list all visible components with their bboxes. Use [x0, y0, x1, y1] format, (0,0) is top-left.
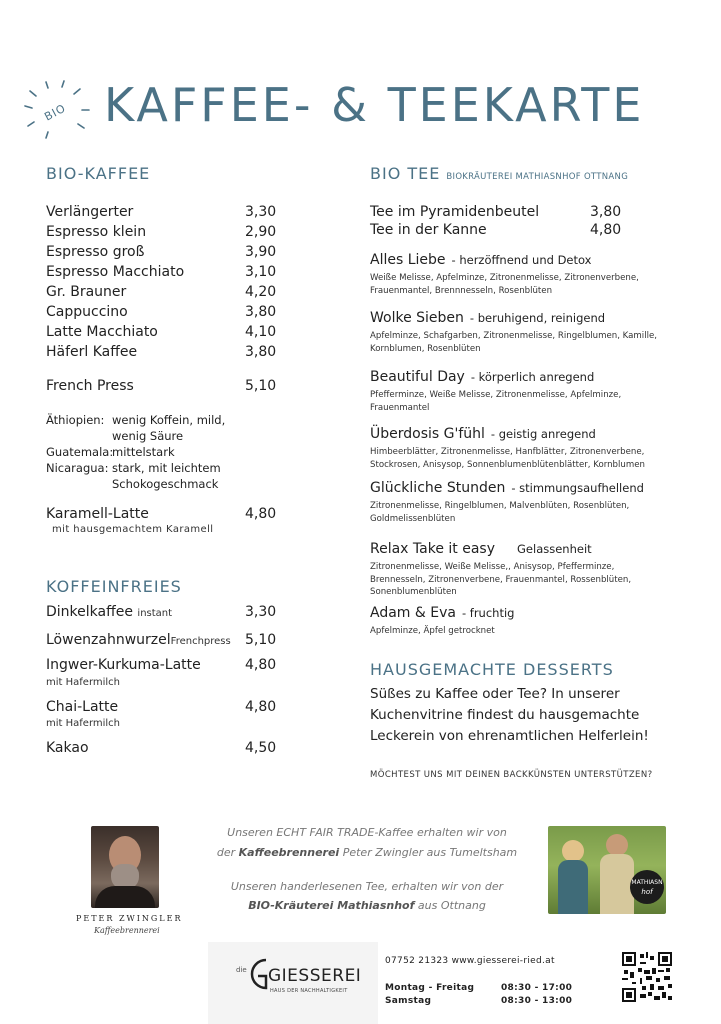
tea-blend-ingredients: Himbeerblätter, Zitronenmelisse, Hanfblätter, Zitronenverbene, Stockrosen, Anisysop, Sonnenblumenblütenblätter, Kornblumen: [370, 447, 645, 470]
decaf-item-sub: mit Hafermilch: [46, 677, 121, 688]
tea-price: 3,80: [590, 204, 622, 220]
hours-days: Montag - Freitag: [385, 983, 475, 993]
decaf-item-name: Dinkelkaffee: [46, 604, 133, 620]
french-press-item: French Press: [46, 378, 134, 394]
coffee-price: 3,80: [245, 304, 277, 320]
tea-blend-desc: - beruhigend, reinigend: [469, 311, 606, 325]
tea-blend-desc: Gelassenheit: [517, 542, 592, 556]
peter-zwingler-name: PETER ZWINGLER: [76, 914, 183, 923]
mathiasnhof-photo: [548, 826, 666, 914]
tea-blend-ingredients: Apfelminze, Schafgarben, Zitronenmelisse, Ringelblumen, Kamille, Kornblumen, Rosenblüten: [370, 331, 657, 354]
tea-heading-label: BIO TEE: [370, 164, 441, 183]
coffee-credit-post: Peter Zwingler aus Tumeltsham: [342, 846, 518, 859]
coffee-price: 4,10: [245, 324, 277, 340]
decaf-item-suffix: instant: [137, 608, 173, 619]
caramel-latte-item: Karamell-Latte: [46, 506, 149, 522]
tea-blend-ingredients: Pfefferminze, Weiße Melisse, Zitronenmelisse, Apfelminze, Frauenmantel: [370, 390, 622, 413]
tea-blend-name: Wolke Sieben: [370, 310, 464, 326]
decaf-heading: KOFFEINFREIES: [46, 577, 182, 596]
tea-heading: [370, 164, 628, 183]
tea-blend-ingredients: Zitronenmelisse, Weiße Melisse,, Anisysop, Pfefferminze, Brennesseln, Zitronenverbene, Frauenmantel, Rossenblüten, Sonenblumenblüten: [370, 562, 632, 597]
contact-phone-web: 07752 21323 www.giesserei-ried.at: [385, 956, 555, 966]
decaf-price: 4,80: [245, 699, 277, 715]
coffee-price: 3,80: [245, 344, 277, 360]
tea-blend-desc: - fruchtig: [461, 606, 515, 620]
coffee-credit-pre: der: [216, 846, 236, 859]
tea-blend: [370, 426, 596, 442]
bio-badge-label: BIO: [42, 101, 69, 124]
desserts-cta: MÖCHTEST UNS MIT DEINEN BACKKÜNSTEN UNTERSTÜTZEN?: [370, 770, 653, 780]
decaf-price: 3,30: [245, 604, 277, 620]
origin-label: Guatemala:: [46, 445, 114, 459]
logo-wordmark: GIESSEREI: [268, 966, 362, 986]
coffee-price: 3,30: [245, 204, 277, 220]
decaf-item-suffix: Frenchpress: [170, 636, 231, 647]
coffee-item: Latte Macchiato: [46, 324, 158, 340]
tea-blend: [370, 252, 592, 268]
mathiasnhof-badge-label: MATHIASN: [631, 879, 663, 886]
tea-blend-name: Glückliche Stunden: [370, 480, 506, 496]
tea-blend-desc: - geistig anregend: [490, 427, 596, 441]
tea-blend-desc: - stimmungsaufhellend: [511, 481, 644, 495]
origin-label: Äthiopien:: [46, 413, 105, 427]
decaf-item: Kakao: [46, 740, 89, 756]
caramel-latte-sub: mit hausgemachtem Karamell: [52, 524, 214, 535]
tea-blend-name: Relax Take it easy: [370, 541, 496, 557]
tea-price-item: Tee im Pyramidenbeutel: [370, 204, 540, 220]
coffee-item: Häferl Kaffee: [46, 344, 138, 360]
decaf-item: Chai-Latte: [46, 699, 119, 715]
caramel-latte-price: 4,80: [245, 506, 277, 522]
origin-label: Nicaragua:: [46, 461, 109, 475]
decaf-item-name: Löwenzahnwurzel: [46, 632, 171, 648]
coffee-item: Espresso klein: [46, 224, 147, 240]
desserts-text: Süßes zu Kaffee oder Tee? In unserer Kuchenvitrine findest du hausgemachte Leckerein von ehrenamtlichen Helferlein!: [370, 686, 649, 744]
tea-credit-post: aus Ottnang: [417, 899, 486, 912]
decaf-price: 5,10: [245, 632, 277, 648]
tea-credit-bold: BIO-Kräuterei Mathiasnhof: [248, 899, 415, 912]
tea-credit-line1: Unseren handerlesenen Tee, erhalten wir von der: [230, 880, 504, 893]
tea-blend: [370, 541, 592, 557]
peter-zwingler-photo: [91, 826, 159, 908]
tea-blend-name: Alles Liebe: [370, 252, 446, 268]
coffee-price: 4,20: [245, 284, 277, 300]
logo-subline: HAUS DER NACHHALTIGKEIT: [270, 988, 348, 994]
tea-blend-ingredients: Weiße Melisse, Apfelminze, Zitronenmelisse, Zitronenverbene, Frauenmantel, Brennnesseln, Rosenblüten: [370, 273, 639, 296]
tea-blend: [370, 480, 644, 496]
coffee-item: Verlängerter: [46, 204, 134, 220]
giesserei-logo-panel: [208, 942, 378, 1024]
page-title: KAFFEE- & TEEKARTE: [104, 78, 645, 132]
origin-text: wenig Koffein, mild,: [112, 413, 226, 427]
coffee-price: 3,90: [245, 244, 277, 260]
coffee-credit-bold: Kaffeebrennerei: [238, 846, 340, 859]
decaf-item: Ingwer-Kurkuma-Latte: [46, 657, 201, 673]
decaf-item: [46, 632, 231, 648]
tea-blend-name: Überdosis G'fühl: [370, 426, 485, 442]
french-press-price: 5,10: [245, 378, 277, 394]
coffee-credit-line1: Unseren ECHT FAIR TRADE-Kaffee erhalten wir von: [227, 826, 507, 839]
decaf-item-sub: mit Hafermilch: [46, 718, 121, 729]
coffee-item: Gr. Brauner: [46, 284, 127, 300]
origin-text: stark, mit leichtem: [112, 461, 221, 475]
coffee-item: Cappuccino: [46, 304, 128, 320]
origin-text: mittelstark: [112, 445, 175, 459]
qr-code-icon[interactable]: [622, 952, 672, 1002]
peter-zwingler-sub: Kaffeebrennerei: [94, 926, 160, 935]
tea-blend: [370, 369, 594, 385]
coffee-item: Espresso groß: [46, 244, 145, 260]
hours-time: 08:30 - 13:00: [501, 996, 573, 1006]
coffee-item: Espresso Macchiato: [46, 264, 185, 280]
tea-blend: [370, 310, 605, 326]
origin-text: wenig Säure: [112, 429, 184, 443]
coffee-credit-line2: [212, 846, 522, 859]
tea-blend-ingredients: Zitronenmelisse, Ringelblumen, Malvenblüten, Rosenblüten, Goldmelissenblüten: [370, 501, 630, 524]
decaf-price: 4,50: [245, 740, 277, 756]
hours-time: 08:30 - 17:00: [501, 983, 573, 993]
decaf-item: [46, 604, 172, 620]
coffee-price: 3,10: [245, 264, 277, 280]
tea-price: 4,80: [590, 222, 622, 238]
origin-text: Schokogeschmack: [112, 477, 219, 491]
tea-blend-desc: - körperlich anregend: [470, 370, 595, 384]
tea-heading-note: BIOKRÄUTEREI MATHIASNHOF OTTNANG: [446, 172, 629, 182]
tea-credit-line2: [212, 899, 522, 912]
coffee-price: 2,90: [245, 224, 277, 240]
coffee-heading: BIO-KAFFEE: [46, 164, 151, 183]
tea-blend: [370, 605, 514, 621]
tea-blend-name: Beautiful Day: [370, 369, 465, 385]
tea-blend-desc: - herzöffnend und Detox: [451, 253, 592, 267]
tea-blend-ingredients: Apfelminze, Äpfel getrocknet: [370, 626, 495, 636]
mathiasnhof-badge-sub: hof: [641, 888, 653, 896]
tea-blend-name: Adam & Eva: [370, 605, 456, 621]
logo-prefix: die: [236, 966, 247, 974]
hours-days: Samstag: [385, 996, 432, 1006]
tea-price-item: Tee in der Kanne: [370, 222, 487, 238]
desserts-heading: HAUSGEMACHTE DESSERTS: [370, 660, 614, 679]
decaf-price: 4,80: [245, 657, 277, 673]
